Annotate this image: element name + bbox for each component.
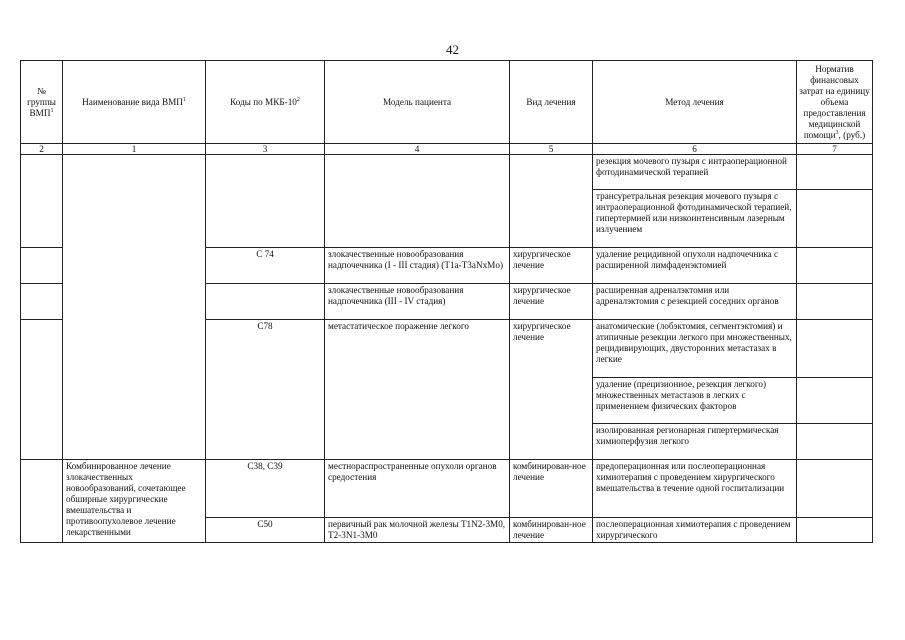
method-cell: расширенная адреналэктомия или адреналэктомия с резекцией соседних органов bbox=[593, 284, 797, 320]
type-cell: хирургическое лечение bbox=[510, 248, 593, 284]
type-cell: хирургическое лечение bbox=[510, 284, 593, 320]
vmp-name-cell: Комбинированное лечение злокачественных новообразований, сочетающее обширные хирургические вмешательства и противоопухолевое лечение лекарственными bbox=[63, 460, 206, 543]
col-number: 1 bbox=[63, 144, 206, 155]
method-cell: удаление рецидивной опухоли надпочечника с расширенной лимфаденэктомией bbox=[593, 248, 797, 284]
vmp-table bbox=[20, 60, 873, 543]
type-cell: хирургическое лечение bbox=[510, 320, 593, 460]
header-type: Вид лечения bbox=[510, 61, 593, 144]
model-cell: злокачественные новообразования надпочечника (I - III стадия) (T1a-T3aNxMo) bbox=[325, 248, 510, 284]
col-number: 2 bbox=[21, 144, 63, 155]
col-number: 4 bbox=[325, 144, 510, 155]
col-number: 5 bbox=[510, 144, 593, 155]
col-number: 3 bbox=[206, 144, 325, 155]
method-cell: изолированная регионарная гипертермическая химиоперфузия легкого bbox=[593, 424, 797, 460]
col-number: 6 bbox=[593, 144, 797, 155]
header-method: Метод лечения bbox=[593, 61, 797, 144]
code-cell: C 74 bbox=[206, 248, 325, 284]
method-cell: резекция мочевого пузыря с интраоперационной фотодинамической терапией bbox=[593, 155, 797, 190]
header-group: № группы ВМП$^1$ bbox=[21, 61, 63, 144]
header-norm: Норматив финансовых затрат на единицу объема предоставления медицинской помощи$^3$, (руб.) bbox=[797, 61, 873, 144]
code-cell: C50 bbox=[206, 518, 325, 543]
type-cell: комбинирован-ное лечение bbox=[510, 518, 593, 543]
method-cell: послеоперационная химиотерапия с проведением хирургического bbox=[593, 518, 797, 543]
table-row bbox=[21, 155, 873, 190]
code-cell: C78 bbox=[206, 320, 325, 460]
model-cell: злокачественные новообразования надпочечника (III - IV стадия) bbox=[325, 284, 510, 320]
method-cell: трансуретральная резекция мочевого пузыря с интраоперационной фотодинамической терапией, гипертермией или низкоинтенсивным лазерным излучением bbox=[593, 190, 797, 248]
col-number: 7 bbox=[797, 144, 873, 155]
method-cell: удаление (прецизионное, резекция легкого) множественных метастазов в легких с применением физических факторов bbox=[593, 378, 797, 424]
header-name: Наименование вида ВМП$^1$ bbox=[63, 61, 206, 144]
code-cell: C38, C39 bbox=[206, 460, 325, 518]
header-codes: Коды по МКБ-$10^2$ bbox=[206, 61, 325, 144]
header-model: Модель пациента bbox=[325, 61, 510, 144]
table-row bbox=[21, 460, 873, 518]
model-cell: метастатическое поражение легкого bbox=[325, 320, 510, 460]
column-number-row bbox=[21, 144, 873, 155]
page-number: 42 bbox=[446, 42, 459, 57]
model-cell: местнораспространенные опухоли органов средостения bbox=[325, 460, 510, 518]
method-cell: предоперационная или послеоперационная химиотерапия с проведением хирургического вмешательства в течение одной госпитализации bbox=[593, 460, 797, 518]
type-cell: комбинирован-ное лечение bbox=[510, 460, 593, 518]
method-cell: анатомические (лобэктомия, сегментэктомия) и атипичные резекции легкого при множественных, рецидивирующих, двусторонних метастазах в легкие bbox=[593, 320, 797, 378]
model-cell: первичный рак молочной железы T1N2-3M0, T2-3N1-3M0 bbox=[325, 518, 510, 543]
header-row bbox=[21, 61, 873, 144]
